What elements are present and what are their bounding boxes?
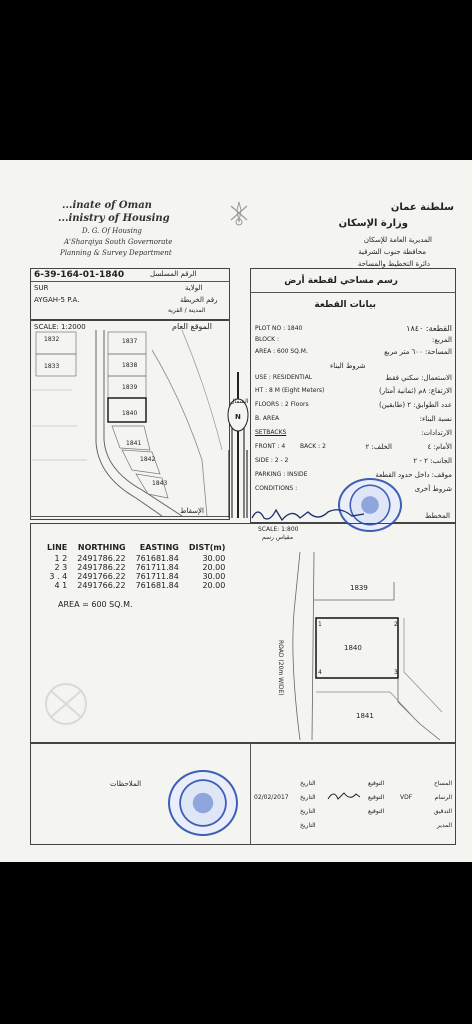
use-en: USE : RESIDENTIAL: [255, 374, 313, 381]
remarks-label: الملاحظات: [110, 780, 142, 788]
floors-ar: عدد الطوابق: ٢ (طابقين): [378, 401, 452, 409]
header-en-line4: A'Sharqiya South Governorate: [64, 238, 173, 246]
detail-plot-1839: 1839: [350, 584, 368, 592]
col-northing: NORTHING: [77, 543, 126, 552]
col-easting: EASTING: [139, 543, 179, 552]
drawer-label: الرسام: [434, 794, 452, 801]
city-label: المدينة / القرية: [168, 307, 206, 314]
loc-plot-1842: 1842: [140, 456, 156, 463]
coordinates-table: [42, 543, 230, 590]
detail-plot-1841: 1841: [356, 712, 374, 720]
table-row: [42, 581, 230, 590]
front-en: FRONT : 4: [255, 443, 286, 450]
cell: 30.00: [202, 572, 226, 581]
loc-plot-1833: 1833: [44, 363, 60, 370]
table-row: [42, 563, 230, 572]
back-en: BACK : 2: [300, 443, 326, 450]
height-en: HT : 8 M (Eight Meters): [255, 387, 325, 394]
corner-2: 2: [394, 621, 398, 628]
corner-4: 4: [318, 669, 322, 676]
block-ar: المربع:: [431, 336, 452, 344]
loc-plot-1837: 1837: [122, 338, 138, 345]
location-scale: SCALE: 1:2000: [34, 323, 86, 331]
loc-plot-1841: 1841: [126, 440, 142, 447]
cell: 2491786.22: [77, 563, 126, 572]
building-area-ar: نسبة البناء:: [419, 415, 452, 423]
projection-label: الإسقاط: [180, 507, 204, 515]
building-conditions-ar: شروط البناء: [330, 362, 366, 370]
conditions-en: CONDITIONS :: [255, 485, 298, 492]
survey-document: [0, 160, 472, 862]
table-row: [42, 572, 230, 581]
loc-plot-1840: 1840: [122, 410, 138, 417]
detail-scale-ar: مقياس رسم: [262, 534, 294, 541]
block-en: BLOCK :: [255, 336, 280, 343]
setbacks-ar: الارتدادات:: [421, 429, 452, 437]
north-label-ar: الشمال: [230, 398, 249, 405]
side-ar: الجانب: ٢ - ٢: [413, 457, 452, 465]
header-ar-line5: دائرة التخطيط والمساحة: [357, 260, 430, 268]
col-line: LINE: [47, 543, 68, 552]
drawer-name: VDF: [400, 794, 413, 801]
plot-data-title: بيانات القطعة: [314, 300, 376, 310]
cell: 1 2: [54, 554, 68, 563]
loc-plot-1832: 1832: [44, 336, 60, 343]
footer-frame: [30, 743, 456, 845]
loc-plot-1843: 1843: [152, 480, 168, 487]
manager-label: المدير: [436, 822, 452, 829]
date-label-4: التاريخ: [300, 822, 316, 829]
cell: 3 . 4: [49, 572, 68, 581]
use-ar: الاستعمال: سكني فقط: [385, 374, 452, 382]
area-en: AREA : 600 SQ.M.: [255, 348, 308, 355]
header-ar-line4: محافظة جنوب الشرقية: [358, 248, 426, 256]
front-ar: الأمام: ٤: [427, 443, 452, 451]
date-value: 02/02/2017: [254, 794, 289, 801]
date-label-1: التاريخ: [300, 780, 316, 787]
corner-3: 3: [394, 669, 398, 676]
cell: 30.00: [202, 554, 226, 563]
watermark-emblem-icon: [36, 680, 96, 728]
plot-no-ar: القطعة: ١٨٤٠: [406, 324, 452, 333]
height-ar: الارتفاع: ٨م (ثمانية أمتار): [379, 387, 452, 395]
coordinates-header-row: [42, 543, 230, 554]
parking-ar: موقف: داخل حدود القطعة: [375, 471, 452, 479]
cell: 2491766.22: [77, 581, 126, 590]
header-ar-line3: المديرية العامة للإسكان: [363, 236, 432, 244]
cell: 2491766.22: [77, 572, 126, 581]
cell: 2491786.22: [77, 554, 126, 563]
signature-label-3: التوقيع: [368, 808, 385, 815]
cell: 761711.84: [135, 563, 179, 572]
checker-label: التدقيق: [433, 808, 452, 815]
surveyor-label: المساح: [433, 780, 452, 787]
wilayat-value: SUR: [34, 284, 49, 292]
date-label-2: التاريخ: [300, 794, 316, 801]
header-en-line5: Planning & Survey Department: [60, 249, 172, 257]
map-number-value: AYGAH-5 P.A.: [34, 296, 80, 304]
cell: 20.00: [202, 563, 226, 572]
oman-emblem-icon: [228, 200, 250, 226]
table-row: [42, 554, 230, 563]
cell: 761681.84: [135, 554, 179, 563]
serial-number: 6-39-164-01-1840: [34, 270, 125, 280]
top-black-bar: [0, 0, 472, 160]
loc-plot-1839: 1839: [122, 384, 138, 391]
header-ar-line2: وزارة الإسكان: [338, 218, 408, 229]
cell: 761711.84: [135, 572, 179, 581]
map-number-label: رقم الخريطة: [180, 296, 218, 304]
header-en-line1: ...inate of Oman: [62, 200, 152, 211]
signature-label-1: التوقيع: [368, 780, 385, 787]
date-label-3: التاريخ: [300, 808, 316, 815]
area-ar: المساحة: ٦٠٠ متر مربع: [384, 348, 452, 356]
location-title: الموقع العام: [172, 322, 212, 331]
wilayat-label: الولاية: [185, 284, 203, 292]
cell: 2 3: [54, 563, 68, 572]
col-dist: DIST(m): [188, 543, 226, 552]
header-en-line2: ...inistry of Housing: [58, 213, 170, 224]
north-arrow-icon: [226, 370, 250, 520]
parking-en: PARKING : INSIDE: [255, 471, 308, 478]
side-en: SIDE : 2 - 2: [255, 457, 289, 464]
form-title: رسم مساحي لقطعة أرض: [284, 276, 398, 286]
signature-label-2: التوقيع: [368, 794, 385, 801]
setbacks-en: SETBACKS: [255, 429, 287, 436]
detail-plot-1840: 1840: [344, 644, 362, 652]
location-map: [32, 330, 228, 516]
loc-plot-1838: 1838: [122, 362, 138, 369]
drawer-signature: [326, 788, 362, 802]
north-label-en: N: [235, 413, 241, 421]
header-en-line3: D. G. Of Housing: [82, 227, 142, 235]
other-conditions-ar: شروط أخرى: [414, 485, 452, 493]
building-area-en: B. AREA: [255, 415, 280, 422]
area-total: AREA = 600 SQ.M.: [58, 600, 133, 609]
header-ar-line1: سلطنة عمان: [390, 202, 454, 213]
road-label: ROAD (20m WIDE): [277, 640, 284, 696]
cell: 4 1: [54, 581, 68, 590]
cell: 761681.84: [135, 581, 179, 590]
sketch-label: المخطط: [424, 512, 450, 520]
detail-scale-en: SCALE: 1:800: [258, 526, 299, 533]
official-stamp-bottom: [168, 770, 238, 836]
floors-en: FLOORS : 2 Floors: [255, 401, 309, 408]
cell: 20.00: [202, 581, 226, 590]
serial-label: الرقم المسلسل: [150, 270, 197, 278]
corner-1: 1: [318, 621, 322, 628]
bottom-black-bar: [0, 862, 472, 1024]
signature-scribble: [248, 504, 368, 524]
back-ar: الخلف: ٢: [365, 443, 392, 451]
plot-no-en: PLOT NO : 1840: [255, 325, 303, 332]
